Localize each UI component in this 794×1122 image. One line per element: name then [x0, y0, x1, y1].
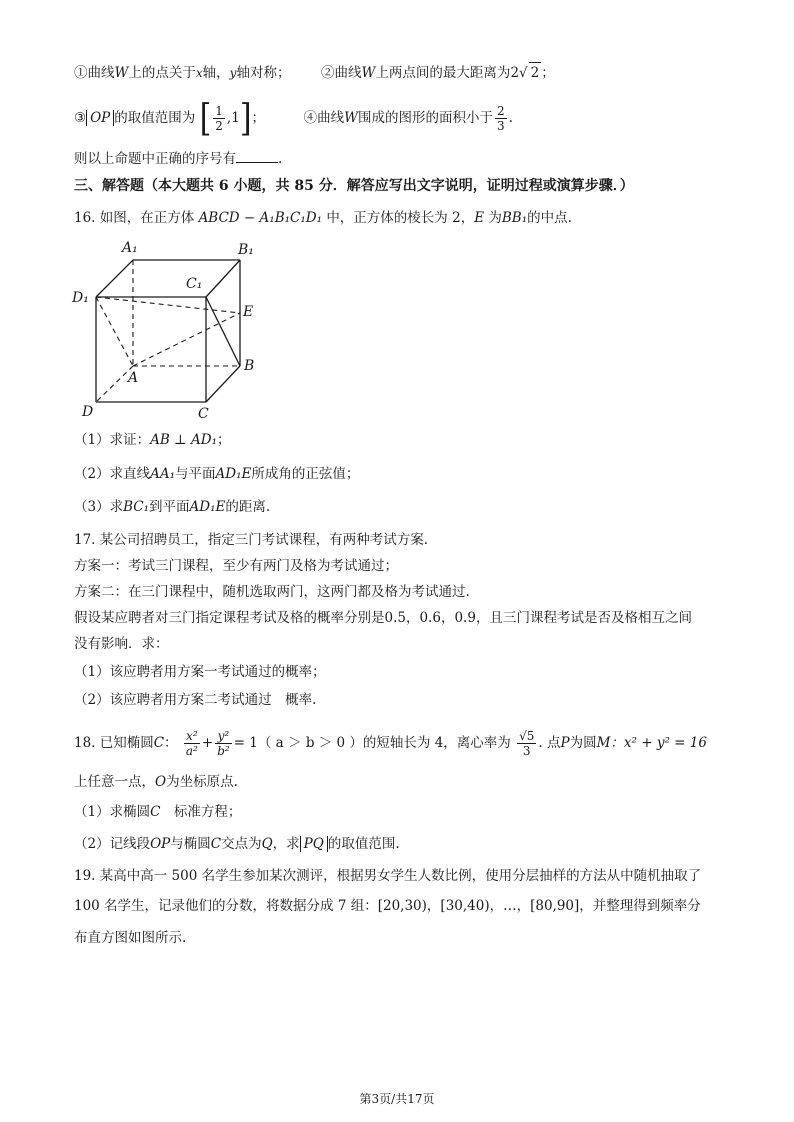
q18-stem-c: . 点	[538, 735, 561, 751]
left-bracket-icon: [	[199, 96, 212, 140]
frac-num-2: 2	[497, 104, 505, 118]
sep-1: ，	[405, 610, 420, 626]
prob-c: 0.9	[454, 610, 476, 626]
x2-over-a2	[184, 729, 200, 758]
line-AA1: AA₁	[150, 466, 176, 482]
q16-p2-b: 与平面	[175, 466, 216, 482]
item1-tail3: 轴对称；	[236, 65, 291, 81]
q18-p2-d: ，求	[272, 836, 300, 852]
origin-O: O	[155, 774, 167, 790]
q18-part1	[74, 802, 734, 822]
q19-sep2: ，…，	[489, 898, 531, 914]
prev-items-row1	[74, 62, 734, 83]
sqrt-icon: √	[519, 65, 528, 81]
q16-p1-label: （1）求证：	[74, 432, 151, 448]
item1-text: ①曲线	[74, 65, 115, 81]
label-A1: A₁	[122, 240, 138, 256]
pq-abs: PQ	[300, 836, 328, 852]
q18-stem-d: 为圆	[569, 735, 597, 751]
curve-W-2: W	[361, 65, 376, 81]
q16-part3	[74, 497, 734, 517]
label-C1: C₁	[186, 276, 203, 292]
frac-b2: b²	[217, 744, 230, 758]
op-abs: OP	[86, 110, 114, 126]
q16-stem-c: 为	[488, 210, 502, 226]
curve-W: W	[114, 65, 129, 81]
q16-stem	[74, 208, 734, 228]
q17-stem: 17. 某公司招聘员工，指定三门考试课程，有两种考试方案.	[74, 532, 429, 548]
label-C: C	[198, 406, 209, 422]
segment-C1B	[206, 297, 240, 366]
q19-line2	[74, 896, 734, 916]
cube-name: ABCD − A₁B₁C₁D₁	[198, 210, 323, 226]
label-D: D	[82, 404, 94, 420]
equals-one: = 1	[233, 735, 258, 751]
q18-p2-e: 的取值范围.	[327, 836, 400, 852]
item4-end: .	[508, 110, 513, 126]
q18-part2	[74, 834, 734, 854]
prev-conclusion	[74, 148, 734, 169]
frac-den-2: 3	[497, 119, 505, 133]
segment-D1E	[96, 297, 240, 313]
frac-y2: y²	[215, 729, 232, 744]
q17-assume	[74, 608, 734, 628]
q16-stem-a: 16. 如图，在正方体	[74, 210, 195, 226]
q16-stem-d: 的中点.	[527, 210, 572, 226]
q18-stem	[74, 722, 734, 764]
q18-stem-a: 18. 已知椭圆	[74, 735, 154, 751]
frac-den: 2	[215, 119, 223, 133]
ecc-den: 3	[522, 744, 531, 758]
circle-M: M	[596, 735, 611, 751]
q16-p3-b: 到平面	[149, 499, 190, 515]
ellipse-C-3: C	[210, 836, 222, 852]
q18-colon: ：	[164, 735, 178, 751]
conclusion-end: .	[278, 151, 283, 167]
q19-line1: 19. 某高中高一 500 名学生参加某次测评，根据男女学生人数比例，使用分层抽样的方法从中随机抽取了	[74, 868, 702, 884]
x-axis-symbol: x	[195, 66, 203, 80]
edge-A1D1	[96, 260, 133, 297]
edge-B1C1	[206, 260, 240, 297]
item3-tail: 的取值范围为	[114, 110, 196, 126]
group-1: [20,30)	[377, 898, 427, 914]
label-B1: B₁	[238, 242, 254, 258]
max-distance-radicand: 2	[529, 62, 542, 83]
point-P: P	[560, 735, 570, 751]
group-2: [30,40)	[440, 898, 490, 914]
half-fraction	[213, 104, 225, 133]
label-E: E	[243, 304, 254, 320]
q18-line2	[74, 772, 734, 792]
q16-stem-b: 中，正方体的棱长为 2，	[326, 210, 475, 226]
item3-end: ；	[251, 110, 266, 126]
q18-p1-a: （1）求椭圆	[74, 804, 151, 820]
section-title: 三、解答题（本大题共 6 小题，共 85 分．解答应写出文字说明，证明过程或演算步骤．）	[74, 178, 634, 194]
two-thirds-fraction	[495, 104, 507, 133]
q16-p1-math: AB ⊥ AD₁	[150, 432, 218, 448]
max-distance-coef: 2	[510, 65, 520, 81]
q16-p3-a: （3）求	[74, 499, 124, 515]
q16-p2-c: 所成角的正弦值；	[251, 466, 360, 482]
q17-assume-cont: 没有影响．求：	[74, 636, 169, 652]
q19-sep1: ，	[426, 898, 441, 914]
frac-a2: a²	[185, 744, 198, 758]
cube-figure	[66, 236, 276, 426]
ellipse-C: C	[153, 735, 165, 751]
q18-p2-a: （2）记线段	[74, 836, 151, 852]
plane-AD1E-2: AD₁E	[189, 499, 226, 515]
q19-line2-a: 100 名学生，记录他们的分数，将数据分成 7 组：	[74, 898, 378, 914]
right-bracket-icon: ]	[239, 96, 252, 140]
curve-W-3: W	[344, 110, 359, 126]
q19-line2-b: ，并整理得到频率分	[579, 898, 701, 914]
frac-x2: x²	[184, 729, 200, 744]
q17-part2: （2）该应聘者用方案二考试通过 概率.	[74, 692, 317, 708]
q17-part1: （1）该应聘者用方案一考试通过的概率；	[74, 664, 326, 680]
q16-p1-end: ；	[217, 432, 231, 448]
q18-p2-b: 与椭圆	[170, 836, 211, 852]
ecc-num: √5	[519, 729, 535, 743]
answer-blank[interactable]	[236, 148, 278, 163]
group-7: [80,90]	[530, 898, 580, 914]
segment-OP: OP	[150, 836, 171, 852]
item2-tail: 上两点间的最大距离为	[375, 65, 511, 81]
q16-part2	[74, 464, 734, 484]
point-Q: Q	[261, 836, 273, 852]
item4-tail: 围成的图形的面积小于	[358, 110, 494, 126]
segment-D1A	[96, 297, 133, 366]
q16-p2-a: （2）求直线	[74, 466, 151, 482]
q19-line3: 布直方图如图所示.	[74, 930, 187, 946]
item1-tail2: 轴，	[202, 65, 230, 81]
q18-p2-c: 交点为	[221, 836, 262, 852]
y2-over-b2	[215, 729, 232, 758]
q18-line2-a: 上任意一点，	[74, 774, 155, 790]
item4-text: ④曲线	[303, 110, 345, 126]
label-A: A	[128, 370, 139, 386]
q16-p3-c: 的距离.	[225, 499, 271, 515]
label-D1: D₁	[72, 290, 89, 306]
y-axis-symbol: y	[229, 66, 237, 80]
q18-condition: （ a ＞ b ＞ 0 ）	[257, 735, 363, 751]
conclusion-text: 则以上命题中正确的序号有	[74, 151, 236, 167]
label-B: B	[244, 358, 255, 374]
q18-line2-b: 为坐标原点.	[166, 774, 238, 790]
point-E: E	[474, 210, 485, 226]
range-upper: ,1	[226, 110, 240, 126]
page-footer: 第3页/共17页	[359, 1092, 435, 1106]
prob-a: 0.5	[384, 610, 406, 626]
eccentricity-fraction	[517, 729, 536, 758]
plus-sign: +	[201, 735, 214, 751]
q18-stem-b: 的短轴长为 4，离心率为	[362, 735, 511, 751]
edge-BB1: BB₁	[501, 210, 528, 226]
segment-AE	[133, 313, 240, 366]
prev-items-row2	[74, 98, 734, 138]
frac-num: 1	[215, 104, 223, 118]
prob-b: 0.6	[419, 610, 441, 626]
q17-plan2: 方案二：在三门课程中，随机选取两门，这两门都及格为考试通过.	[74, 584, 470, 600]
item2-end: ；	[541, 65, 555, 81]
q17-plan1: 方案一：考试三门课程，至少有两门及格为考试通过；	[74, 558, 398, 574]
sep-2: ，	[440, 610, 455, 626]
item3-label: ③	[74, 110, 87, 126]
q17-assume-a: 假设某应聘者对三门指定课程考试及格的概率分别是	[74, 610, 385, 626]
q17-assume-b: ，且三门课程考试是否及格相互之间	[475, 610, 692, 626]
line-BC1: BC₁	[123, 499, 150, 515]
ellipse-C-2: C	[150, 804, 161, 820]
item2-text: ②曲线	[321, 65, 362, 81]
edge-CB	[206, 366, 240, 402]
circle-equation: ：x² + y² = 16	[610, 735, 707, 751]
item1-tail: 上的点关于	[128, 65, 196, 81]
q16-part1	[74, 430, 734, 450]
q18-p1-b: 标准方程；	[160, 804, 242, 820]
plane-AD1E: AD₁E	[215, 466, 252, 482]
